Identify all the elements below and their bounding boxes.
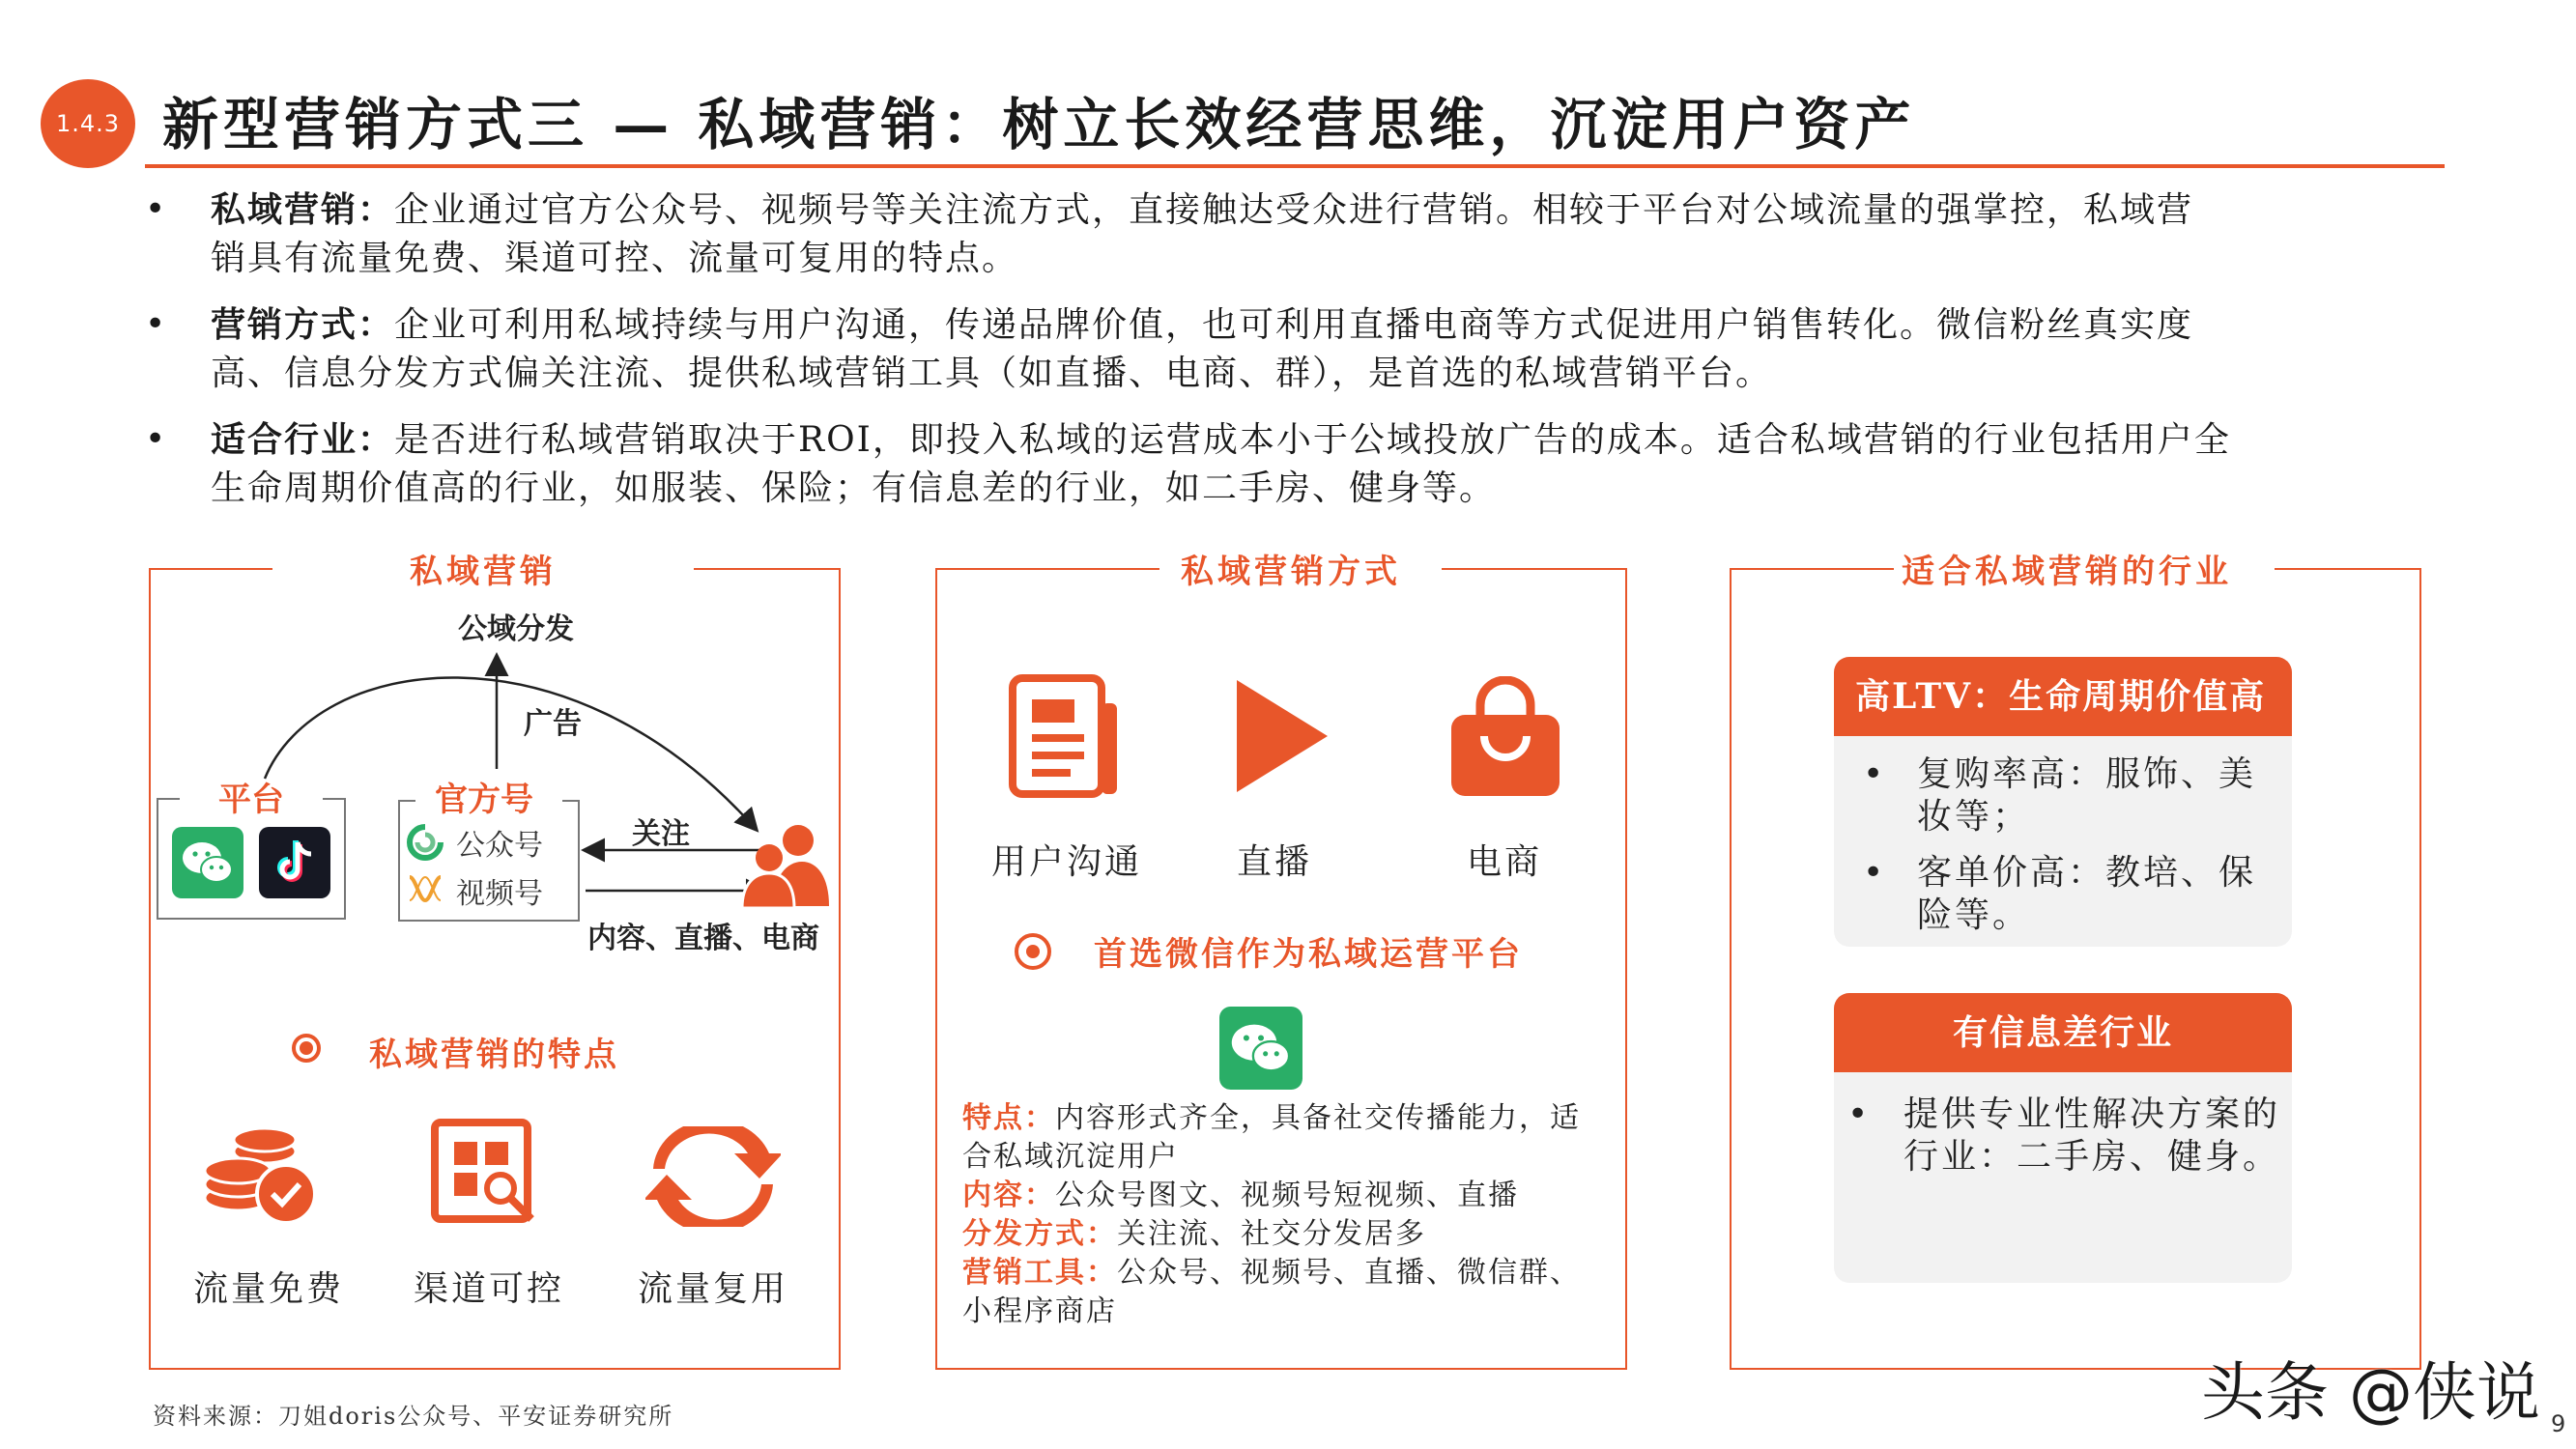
panel-title: 适合私域营销的行业 <box>1902 553 2232 591</box>
flow-public-distribution: 公域分发 <box>458 612 574 646</box>
wechat-details <box>962 1099 1581 1331</box>
target-icon <box>292 1034 321 1063</box>
panel-marketing-methods <box>935 553 1627 1370</box>
video-account-icon <box>406 871 444 906</box>
document-icon <box>1009 674 1121 800</box>
flow-ad-label: 广告 <box>524 707 582 741</box>
video-account-text: 视频号 <box>456 877 543 911</box>
bullet-dot-icon: • <box>145 304 168 344</box>
source-note: 资料来源：刀姐doris公众号、平安证券研究所 <box>153 1403 674 1430</box>
detail-line: 小程序商店 <box>962 1294 1117 1328</box>
panel-suitable-industries <box>1730 553 2421 1370</box>
bullet-text: 高、信息分发方式偏关注流、提供私域营销工具（如直播、电商、群），是首选的私域营销平台。 <box>211 354 1773 393</box>
detail-line: 特点：内容形式齐全，具备社交传播能力，适 <box>962 1101 1581 1135</box>
detail-line: 营销工具：公众号、视频号、直播、微信群、 <box>962 1256 1581 1290</box>
bullet-dot-icon: • <box>1847 1094 1872 1134</box>
card-header: 有信息差行业 <box>1834 993 2292 1072</box>
douyin-icon <box>259 827 330 898</box>
panel-private-marketing <box>149 553 841 1370</box>
intro-bullets <box>145 185 2425 530</box>
bullet-dot-icon: • <box>1863 853 1887 893</box>
method-user-communication: 用户沟通 <box>991 842 1143 882</box>
card-item: • 客单价高：教培、保 险等。 <box>1863 853 2257 935</box>
panel-title: 私域营销 <box>410 553 557 591</box>
bullet-text: 是否进行私域营销取决于ROI，即投入私域的运营成本小于公域投放广告的成本。适合私域营销的行业包括用户全 <box>394 420 2231 460</box>
flow-content-label: 内容、直播、电商 <box>587 922 819 955</box>
official-account-icon <box>406 823 444 862</box>
panel-title: 私域营销方式 <box>1181 553 1401 591</box>
platform-box <box>157 781 346 920</box>
feature-traffic-reuse: 流量复用 <box>638 1269 789 1309</box>
bullet-text: 销具有流量免费、渠道可控、流量可复用的特点。 <box>211 239 1019 278</box>
detail-line: 分发方式：关注流、社交分发居多 <box>962 1217 1426 1251</box>
live-play-icon <box>1231 676 1331 796</box>
watermark: 头条 @侠说 <box>2201 1355 2540 1430</box>
shopping-bag-icon <box>1445 676 1565 800</box>
bullet-text: 企业通过官方公众号、视频号等关注流方式，直接触达受众进行营销。相较于平台对公域流量的强掌控，私域营 <box>394 190 2194 230</box>
bullet-dot-icon: • <box>1863 754 1887 794</box>
features-heading: 私域营销的特点 <box>369 1036 619 1074</box>
bullet-private-domain <box>145 185 2425 283</box>
section-badge: 1.4.3 <box>41 79 135 168</box>
bullet-marketing-methods <box>145 300 2425 398</box>
detail-line: 内容：公众号图文、视频号短视频、直播 <box>962 1179 1519 1212</box>
card-header: 高LTV：生命周期价值高 <box>1834 657 2292 736</box>
wechat-icon <box>172 827 243 898</box>
bullet-term: 私域营销： <box>211 189 395 230</box>
card-high-ltv <box>1834 657 2292 947</box>
channel-control-icon <box>431 1119 541 1231</box>
wechat-icon <box>1219 1007 1302 1090</box>
card-information-gap <box>1834 993 2292 1283</box>
page-title: 新型营销方式三 — 私域营销：树立长效经营思维，沉淀用户资产 <box>162 92 1916 157</box>
page-number: 9 <box>2551 1410 2566 1437</box>
preferred-platform: 首选微信作为私域运营平台 <box>1094 935 1523 974</box>
official-account-box <box>398 781 580 922</box>
bullet-dot-icon: • <box>145 419 168 459</box>
feature-channel-control: 渠道可控 <box>414 1269 565 1309</box>
bullet-text: 生命周期价值高的行业，如服装、保险；有信息差的行业，如二手房、健身等。 <box>211 469 1497 508</box>
card-item: • 复购率高：服饰、美 妆等； <box>1863 754 2257 837</box>
detail-line: 合私域沉淀用户 <box>962 1140 1179 1174</box>
platform-label: 平台 <box>218 781 284 819</box>
reuse-icon <box>645 1126 781 1227</box>
bullet-term: 营销方式： <box>211 304 395 345</box>
title-divider <box>145 164 2445 168</box>
bullet-term: 适合行业： <box>211 419 395 460</box>
bullet-text: 企业可利用私域持续与用户沟通，传递品牌价值，也可利用直播电商等方式促进用户销售转化。微信粉丝真实度 <box>394 305 2194 345</box>
official-account-text: 公众号 <box>456 829 543 863</box>
feature-free-traffic: 流量免费 <box>193 1269 345 1309</box>
coins-icon <box>197 1117 323 1231</box>
flow-follow-label: 关注 <box>632 817 690 851</box>
bullet-suitable-industries <box>145 415 2425 513</box>
users-icon <box>740 821 831 908</box>
method-ecommerce: 电商 <box>1467 842 1543 882</box>
card-item: • 提供专业性解决方案的 行业：二手房、健身。 <box>1847 1094 2281 1177</box>
official-account-label: 官方号 <box>435 781 533 819</box>
bullet-dot-icon: • <box>145 189 168 229</box>
method-live-stream: 直播 <box>1237 842 1313 882</box>
target-icon <box>1015 933 1051 970</box>
